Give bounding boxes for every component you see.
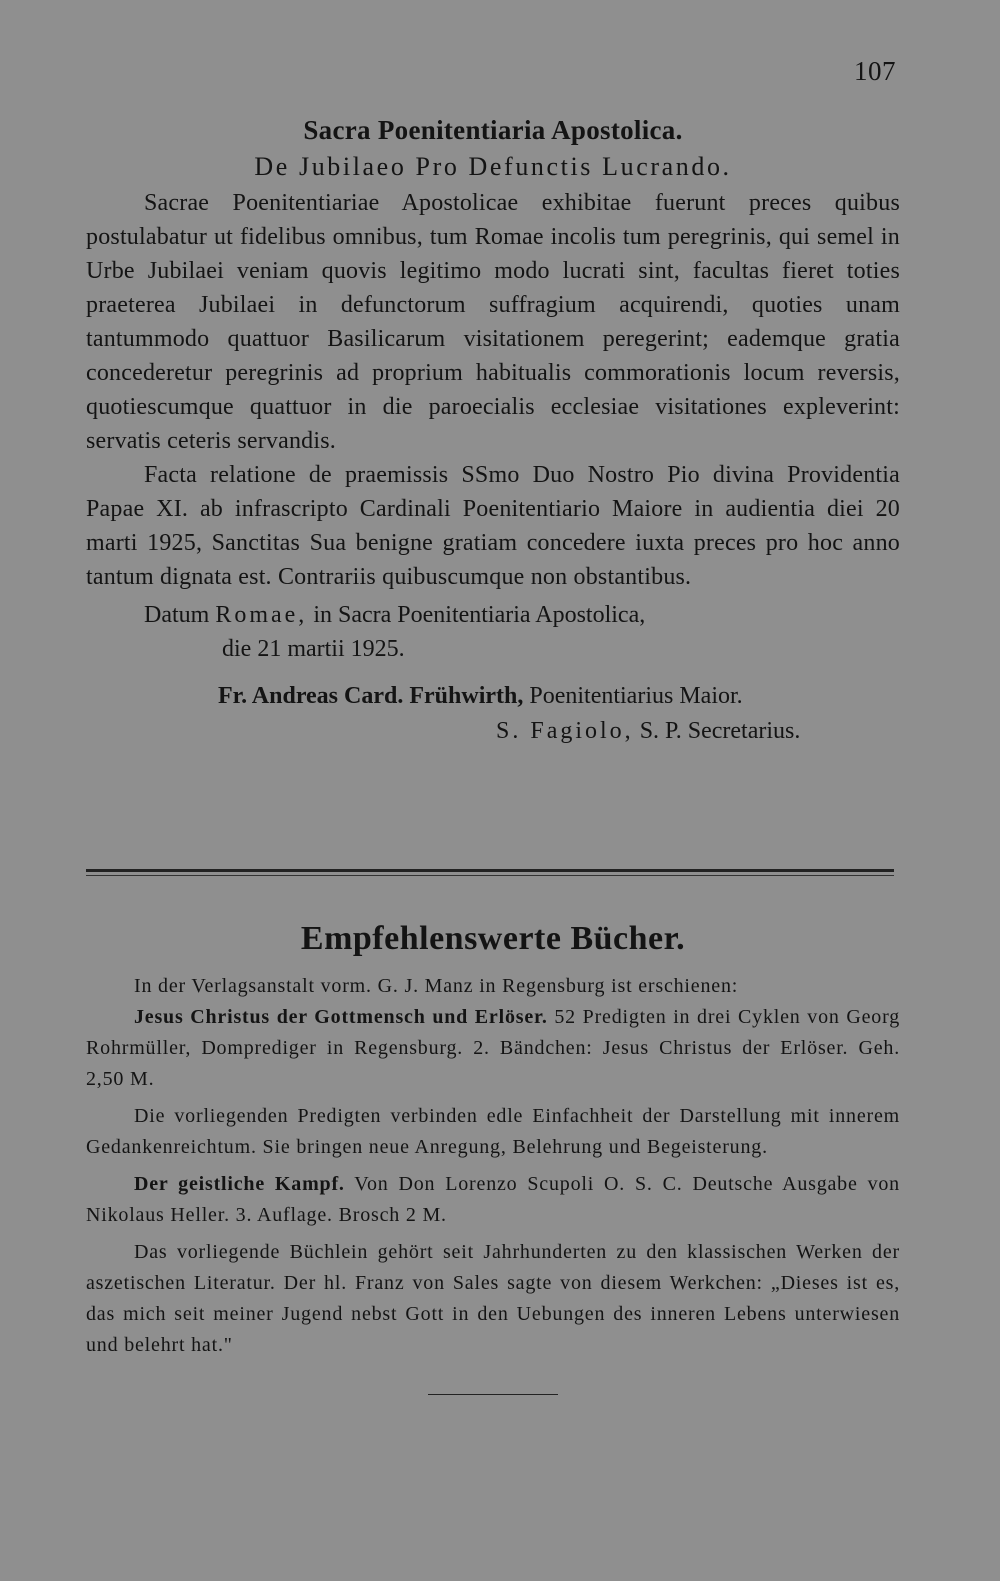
decree-subtitle: De Jubilaeo Pro Defunctis Lucrando. [254,152,732,181]
end-rule [428,1394,558,1395]
publisher-intro: In der Verlagsanstalt vorm. G. J. Manz in Regensburg ist erschienen: [134,975,739,997]
datum-line [86,598,900,632]
decree-paragraph-1: Sacrae Poenitentiariae Apostolicae exhibitae fuerunt preces quibus postulabatur ut fidelibus omnibus, tum Romae incolis tum peregrinis, qui semel in Urbe Jubilaei veniam quovis legitimo modo lucrati sint, facultas fieret toties praeterea Jubilaei in defunctorum suffragium acquirendi, quoties unam tantummodo quattuor Basilicarum visitationem peregerint; eademque gratia concederetur peregrinis ad proprium habitualis commorationis locum reversis, quotiescumque quattuor in die paroecialis ecclesiae visitationes expleverint: servatis ceteris servandis. [86,190,900,454]
datum-place: Romae, [215,602,308,628]
signature-cardinal [86,678,900,714]
book-2-review: Das vorliegende Büchlein gehört seit Jahrhunderten zu den klassischen Werken der aszetischen Literatur. Der hl. Franz von Sales sagte von diesem Werkchen: „Dieses ist es, das mich seit meiner Jugend nebst Gott in den Uebungen des inneren Lebens unterwiesen und belehrt hat." [86,1241,900,1356]
book-entry-1 [86,1002,900,1095]
secretary-title: S. P. Secretarius. [639,718,801,744]
secretary-name: S. Fagiolo, [496,718,634,744]
book-1-title: Jesus Christus der Gottmensch und Erlöser. [134,1006,548,1028]
signature-secretary [86,714,900,748]
book-entry-2 [86,1169,900,1231]
decree-title: Sacra Poenitentiaria Apostolica. [303,115,683,145]
book-2-title: Der geistliche Kampf. [134,1173,345,1195]
recommendations-title: Empfehlenswerte Bücher. [300,920,686,957]
signer-name: Fr. Andreas Card. Frühwirth, [218,683,524,709]
section-divider-thick [86,869,894,872]
datum-rest: in Sacra Poenitentiaria Apostolica, [313,602,646,628]
section-divider-thin [86,875,894,876]
datum-prefix: Datum [144,602,210,628]
signer-title: Poenitentiarius Maior. [529,683,743,709]
decree-paragraph-2: Facta relatione de praemissis SSmo Duo Nostro Pio divina Providentia Papae XI. ab infrascripto Cardinali Poenitentiario Maiore in audientia diei 20 marti 1925, Sanctitas Sua benigne gratiam concedere iuxta preces pro hoc anno tantum dignata est. Contrariis quibuscumque non obstantibus. [86,462,900,590]
decree-date: die 21 martii 1925. [222,636,405,662]
book-2-description: Von Don Lorenzo Scupoli O. S. C. Deutsche Ausgabe von Nikolaus Heller. 3. Auflage. Brosch 2 M. [86,1173,900,1226]
latin-decree [86,112,900,748]
book-1-description: 52 Predigten in drei Cyklen von Georg Rohrmüller, Domprediger in Regensburg. 2. Bändchen: Jesus Christus der Erlöser. Geh. 2,50 M. [86,1006,900,1090]
page-number: 107 [854,56,896,86]
book-1-review: Die vorliegenden Predigten verbinden edle Einfachheit der Darstellung mit innerem Gedankenreichtum. Sie bringen neue Anregung, Belehrung und Begeisterung. [86,1105,900,1158]
book-recommendations [86,915,900,1361]
